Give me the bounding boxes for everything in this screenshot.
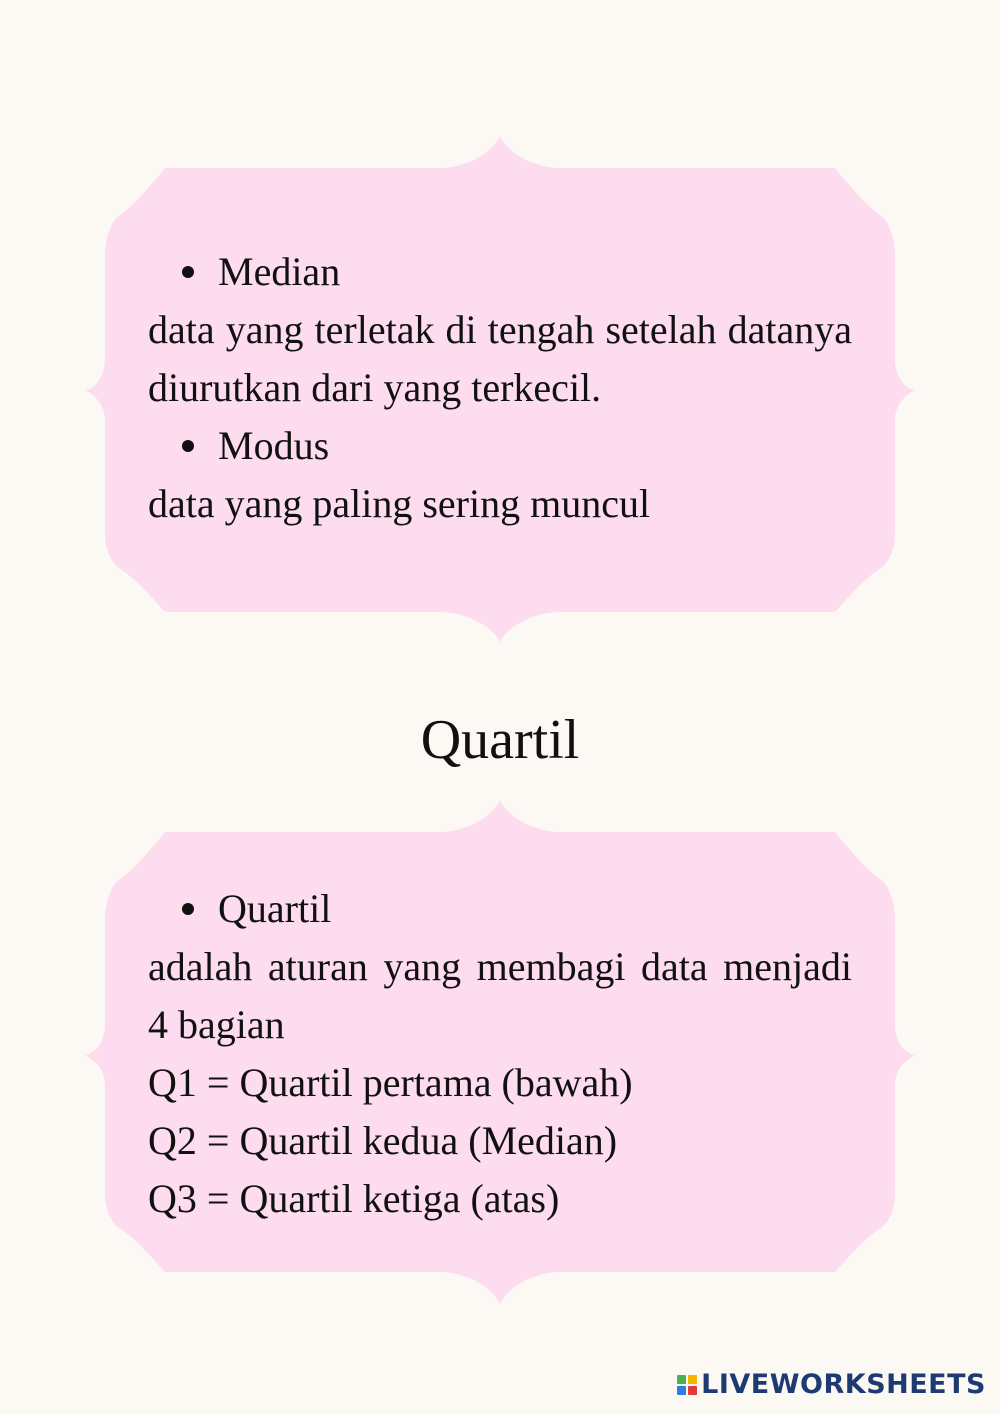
definition-quartil: adalah aturan yang membagi data menjadi 4 bagian [148,944,852,1047]
definition-modus: data yang paling sering muncul [148,481,651,526]
quartile-q3-line: Q3 = Quartil ketiga (atas) [148,1176,560,1221]
term-modus: Modus [218,423,330,468]
liveworksheets-logo-icon [677,1375,697,1395]
bullet-icon [182,440,194,452]
logo-text: LIVEWORKSHEETS [701,1369,986,1400]
bullet-item-median [148,243,852,301]
definition-card-quartil [0,800,1000,1320]
section-heading: Quartil [420,709,580,771]
bullet-item-quartil [148,880,852,938]
quartile-q2-line: Q2 = Quartil kedua (Median) [148,1118,618,1163]
definition-median: data yang terletak di tengah setelah datanya diurutkan dari yang terkecil. [148,307,852,410]
bullet-item-modus [148,417,852,475]
liveworksheets-logo [677,1369,986,1400]
bullet-icon [182,903,194,915]
bullet-icon [182,266,194,278]
definition-card-median-modus [0,0,1000,660]
quartile-q1-line: Q1 = Quartil pertama (bawah) [148,1060,633,1105]
term-quartil: Quartil [218,886,332,931]
term-median: Median [218,249,341,294]
